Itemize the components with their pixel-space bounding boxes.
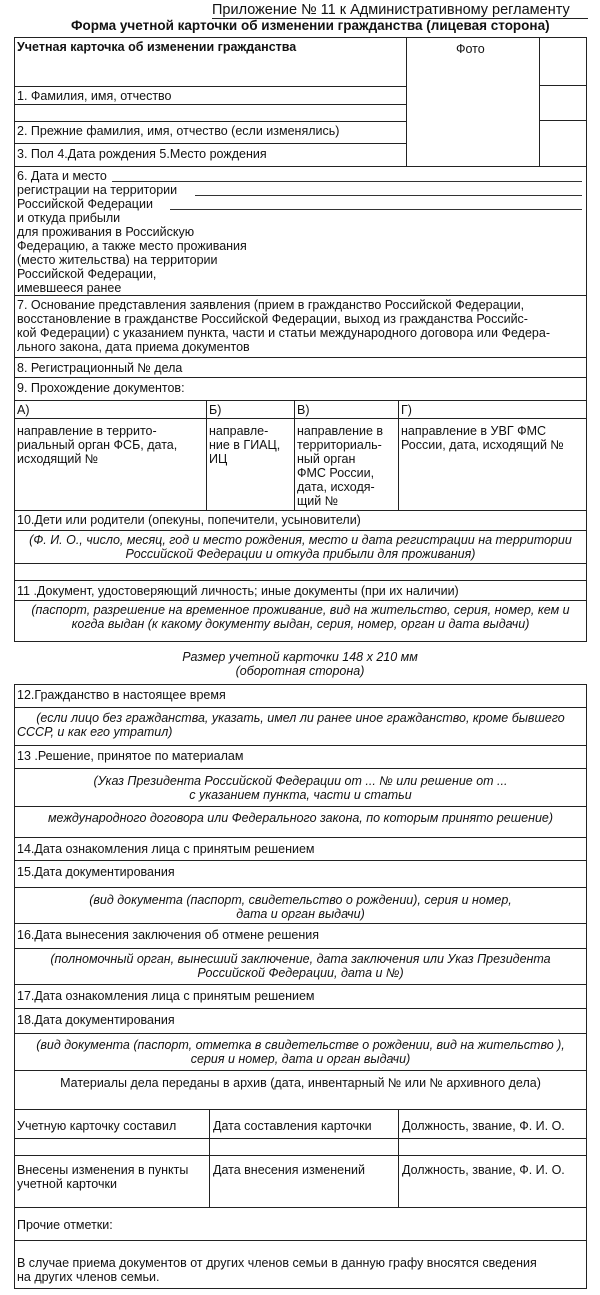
- field-6-line-2: регистрации на территории: [17, 183, 178, 197]
- field-13-hint-2: с указанием пункта, части и статьи: [189, 788, 412, 802]
- col-g-header: Г): [401, 403, 412, 417]
- col-v-line-4: ФМС России,: [297, 466, 375, 480]
- field-12-hint-2: СССР, и как его утратил): [17, 725, 173, 739]
- field-13-hint-1: (Указ Президента Российской Федерации от ... № или решение от ...: [93, 774, 508, 788]
- field-13-hint-3: международного договора или Федерального закона, по которым принято решение): [47, 811, 554, 825]
- field-12-label: 12.Гражданство в настоящее время: [17, 688, 226, 702]
- field-13-label: 13 .Решение, принятое по материалам: [17, 749, 244, 763]
- col-v-header: В): [297, 403, 310, 417]
- field-6-line-6: Федерацию, а также место проживания: [17, 239, 247, 253]
- col-g-line-1: направление в УВГ ФМС: [401, 424, 547, 438]
- field-7-line-3: кой Федерации) с указанием пункта, части и статьи международного договора или Федера-: [17, 326, 550, 340]
- changes-label-2: учетной карточки: [17, 1177, 117, 1191]
- field-6-line-5: для проживания в Российскую: [17, 225, 195, 239]
- field-10-hint-1: (Ф. И. О., число, месяц, год и место рождения, место и дата регистрации на территории: [29, 533, 572, 547]
- field-9-label: 9. Прохождение документов:: [17, 381, 185, 395]
- form-title: Форма учетной карточки об изменении гражданства (лицевая сторона): [71, 18, 550, 33]
- field-6-line-8: Российской Федерации,: [17, 267, 157, 281]
- appendix-title: Приложение № 11 к Административному регламенту: [212, 2, 570, 18]
- changes-date-label: Дата внесения изменений: [213, 1163, 365, 1177]
- field-17-label: 17.Дата ознакомления лица с принятым решением: [17, 989, 315, 1003]
- field-6-line-3: Российской Федерации: [17, 197, 153, 211]
- col-g-line-2: России, дата, исходящий №: [401, 438, 564, 452]
- col-a-line-1: направление в террито-: [17, 424, 157, 438]
- photo-label: Фото: [456, 42, 485, 56]
- photo-left-border: [406, 37, 407, 167]
- field-18-hint-1: (вид документа (паспорт, отметка в свидетельстве о рождении, вид на жительство ),: [36, 1038, 565, 1052]
- compiled-date-label: Дата составления карточки: [213, 1119, 372, 1133]
- field-16-label: 16.Дата вынесения заключения об отмене решения: [17, 928, 320, 942]
- field-12-hint-1: (если лицо без гражданства, указать, имел ли ранее иное гражданство, кроме бывшего: [36, 711, 565, 725]
- field-6-line-9: имевшееся ранее: [17, 281, 122, 295]
- field-15-hint-2: дата и орган выдачи): [236, 907, 365, 921]
- card-title: Учетная карточка об изменении гражданства: [17, 40, 297, 54]
- field-7-line-4: льного закона, дата приема документов: [17, 340, 250, 354]
- changes-label-1: Внесены изменения в пункты: [17, 1163, 189, 1177]
- col-b-line-1: направле-: [209, 424, 269, 438]
- col-v-line-1: направление в: [297, 424, 384, 438]
- field-7-line-1: 7. Основание представления заявления (прием в гражданство Российской Федерации,: [17, 298, 525, 312]
- archive-label: Материалы дела переданы в архив (дата, инвентарный № или № архивного дела): [60, 1076, 541, 1090]
- col-v-line-6: щий №: [297, 494, 339, 508]
- field-18-label: 18.Дата документирования: [17, 1013, 175, 1027]
- field-6-line-4: и откуда прибыли: [17, 211, 121, 225]
- photo-right-divider: [539, 37, 540, 167]
- reverse-side-caption: (оборотная сторона): [235, 664, 365, 678]
- field-10-hint-2: Российской Федерации и откуда прибыли для проживания): [125, 547, 476, 561]
- field-14-label: 14.Дата ознакомления лица с принятым решением: [17, 842, 315, 856]
- field-6-line-1: 6. Дата и место: [17, 169, 107, 183]
- field-1-label: 1. Фамилия, имя, отчество: [17, 89, 172, 103]
- col-b-line-2: ние в ГИАЦ,: [209, 438, 281, 452]
- field-11-label: 11 .Документ, удостоверяющий личность; иные документы (при их наличии): [17, 584, 459, 598]
- col-a-line-2: риальный орган ФСБ, дата,: [17, 438, 178, 452]
- compiled-by-label: Учетную карточку составил: [17, 1119, 177, 1133]
- field-11-hint-2: когда выдан (к какому документу выдан, серия, номер, орган и дата выдачи): [71, 617, 530, 631]
- field-7-line-2: восстановление в гражданстве Российской Федерации, выход из гражданства Российс-: [17, 312, 528, 326]
- field-15-hint-1: (вид документа (паспорт, свидетельство о рождении), серия и номер,: [89, 893, 512, 907]
- other-marks-label: Прочие отметки:: [17, 1218, 113, 1232]
- field-16-hint-1: (полномочный орган, вынесший заключение, дата заключения или Указ Президента: [50, 952, 551, 966]
- col-v-line-5: дата, исходя-: [297, 480, 375, 494]
- field-18-hint-2: серия и номер, дата и орган выдачи): [190, 1052, 411, 1066]
- family-note-1: В случае приема документов от других членов семьи в данную графу вносятся сведения: [17, 1256, 537, 1270]
- field-16-hint-2: Российской Федерации, дата и №): [197, 966, 404, 980]
- field-11-hint-1: (паспорт, разрешение на временное проживание, вид на жительство, серия, номер, кем и: [31, 603, 570, 617]
- col-a-line-3: исходящий №: [17, 452, 99, 466]
- position-label-2: Должность, звание, Ф. И. О.: [402, 1163, 565, 1177]
- field-15-label: 15.Дата документирования: [17, 865, 175, 879]
- field-6-line-7: (место жительства) на территории: [17, 253, 218, 267]
- col-v-line-2: территориаль-: [297, 438, 382, 452]
- field-8-label: 8. Регистрационный № дела: [17, 361, 183, 375]
- col-b-header: Б): [209, 403, 222, 417]
- field-10-label: 10.Дети или родители (опекуны, попечители, усыновители): [17, 513, 361, 527]
- col-a-header: А): [17, 403, 30, 417]
- field-2-label: 2. Прежние фамилия, имя, отчество (если изменялись): [17, 124, 340, 138]
- card-size-caption: Размер учетной карточки 148 x 210 мм: [182, 650, 418, 664]
- family-note-2: на других членов семьи.: [17, 1270, 160, 1284]
- col-b-line-3: ИЦ: [209, 452, 228, 466]
- field-3-label: 3. Пол 4.Дата рождения 5.Место рождения: [17, 147, 267, 161]
- position-label-1: Должность, звание, Ф. И. О.: [402, 1119, 565, 1133]
- col-v-line-3: ный орган: [297, 452, 356, 466]
